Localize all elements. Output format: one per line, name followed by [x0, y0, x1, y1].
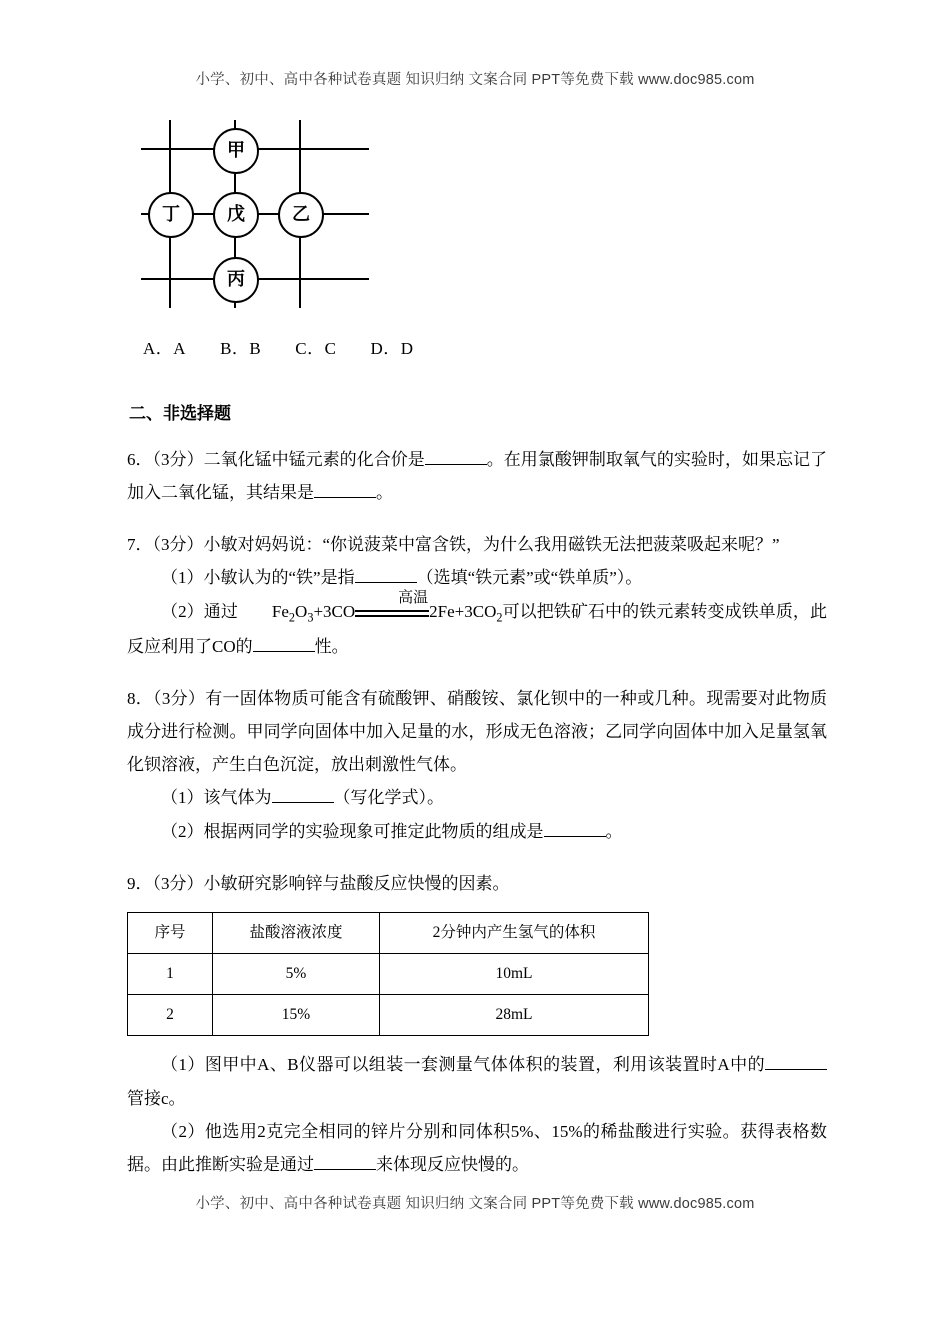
- question-8-sub1-label: （1）: [161, 788, 204, 808]
- document-content: [127, 120, 827, 1181]
- equation-condition: 高温: [398, 590, 429, 607]
- answer-blank[interactable]: [765, 1069, 827, 1070]
- question-9-sub2-label: （2）: [161, 1121, 205, 1141]
- question-7-sub1: [127, 561, 827, 594]
- question-9-sub1-b: 管接c。: [127, 1088, 186, 1108]
- question-7: [127, 528, 827, 663]
- experiment-data-table: [127, 912, 649, 1037]
- equation-sub-2: 3: [307, 609, 314, 624]
- question-8-sub2: [127, 815, 827, 848]
- question-9-stem: [127, 867, 827, 900]
- question-9-number: 9．（3分）: [127, 873, 204, 893]
- question-7-sub2-a: 通过: [203, 601, 238, 621]
- chemical-equation: [238, 590, 503, 630]
- table-cell: 5%: [213, 954, 380, 995]
- equation-reactant-fe: Fe: [271, 601, 289, 621]
- figure-node-ding: 丁: [148, 192, 194, 238]
- question-9-sub1-a: 图甲中A、B仪器可以组装一套测量气体体积的装置，利用该装置时A中的: [204, 1055, 765, 1075]
- equation-arrow: [355, 590, 429, 621]
- question-9-sub2-a: 他选用2克完全相同的锌片分别和同体积5%、15%的稀盐酸进行实验。获得表格数据。由此推断实验是通过: [127, 1121, 828, 1174]
- table-cell: 2: [128, 995, 213, 1036]
- table-cell: 15%: [213, 995, 380, 1036]
- question-6-part1: 二氧化锰中锰元素的化合价是: [203, 450, 425, 469]
- question-7-sub2-b: 可以把铁矿石中的铁元素转变成铁单质，此反应利用了CO的: [127, 601, 828, 656]
- question-9-sub1: [127, 1048, 827, 1114]
- question-6-part2: 。在用氯酸钾制取氧气的实验时，如果忘记了加入二氧化锰，其结果是: [127, 450, 828, 503]
- question-6-number: 6．（3分）: [127, 450, 204, 469]
- choice-a[interactable]: A．A: [143, 339, 187, 358]
- question-8-sub1-a: 该气体为: [203, 788, 272, 808]
- question-8-sub2-label: （2）: [161, 821, 204, 841]
- choice-b[interactable]: B．B: [220, 339, 262, 358]
- equation-bar-top: [355, 610, 429, 612]
- table-cell: 10mL: [380, 954, 649, 995]
- question-7-sub2-label: （2）: [161, 601, 204, 621]
- question-9: [127, 867, 827, 1181]
- equation-sub-3: 2: [496, 609, 503, 624]
- table-header-cell: 盐酸溶液浓度: [213, 912, 380, 953]
- answer-blank[interactable]: [272, 802, 334, 803]
- section-title: 二、非选择题: [129, 404, 231, 423]
- question-7-sub1-a: 小敏认为的“铁”是指: [203, 568, 355, 588]
- figure-node-yi: 乙: [278, 192, 324, 238]
- answer-blank[interactable]: [425, 464, 487, 465]
- figure-node-wu: 戊: [213, 192, 259, 238]
- question-9-sub2-b: 来体现反应快慢的。: [376, 1154, 529, 1174]
- table-header-row: [128, 912, 649, 953]
- equation-reactant-o: O: [295, 601, 308, 621]
- puzzle-figure: [141, 120, 371, 310]
- table-header-cell: 2分钟内产生氢气的体积: [380, 912, 649, 953]
- answer-blank[interactable]: [253, 651, 315, 652]
- equation-reactant-co: +3CO: [313, 601, 356, 621]
- question-9-sub1-label: （1）: [161, 1055, 205, 1075]
- question-7-stem: [127, 528, 827, 561]
- question-9-sub2: [127, 1115, 827, 1181]
- question-6-text: [127, 443, 827, 509]
- table-cell: 1: [128, 954, 213, 995]
- question-7-sub2: [127, 590, 828, 663]
- choice-d[interactable]: D．D: [370, 339, 414, 358]
- question-7-sub1-b: （选填“铁元素”或“铁单质”）。: [416, 568, 643, 588]
- answer-blank[interactable]: [544, 836, 606, 837]
- question-8-sub1-b: （写化学式）。: [333, 788, 444, 808]
- figure-node-jia: 甲: [213, 128, 259, 174]
- table-header-cell: 序号: [128, 912, 213, 953]
- question-6-part3: 。: [376, 483, 393, 503]
- question-8-sub1: [127, 781, 827, 814]
- question-8-sub2-b: 。: [605, 821, 623, 841]
- figure-node-bing: 丙: [213, 257, 259, 303]
- table-row: [128, 995, 649, 1036]
- watermark-top: 小学、初中、高中各种试卷真题 知识归纳 文案合同 PPT等免费下载 www.doc985.com: [195, 72, 755, 88]
- watermark-bottom: 小学、初中、高中各种试卷真题 知识归纳 文案合同 PPT等免费下载 www.doc985.com: [195, 1196, 755, 1212]
- answer-blank[interactable]: [314, 497, 376, 498]
- answer-blank[interactable]: [314, 1169, 376, 1170]
- question-9-stem-text: 小敏研究影响锌与盐酸反应快慢的因素。: [203, 873, 510, 893]
- equation-product: 2Fe+3CO: [429, 601, 497, 621]
- question-6: [127, 443, 827, 509]
- question-7-sub1-label: （1）: [161, 568, 204, 588]
- question-7-sub2-c: 性。: [314, 636, 349, 656]
- table-row: [128, 954, 649, 995]
- question-8: [127, 682, 827, 848]
- question-8-sub2-a: 根据两同学的实验现象可推定此物质的组成是: [203, 821, 544, 841]
- choice-c[interactable]: C．C: [295, 339, 337, 358]
- question-7-stem-text: 小敏对妈妈说：“你说菠菜中富含铁，为什么我用磁铁无法把菠菜吸起来呢？”: [203, 535, 780, 555]
- question-7-number: 7．（3分）: [127, 535, 204, 555]
- equation-sub-1: 2: [288, 609, 296, 624]
- equation-bar-bottom: [355, 615, 429, 617]
- question-8-number: 8．（3分）: [127, 688, 206, 708]
- question-8-stem: [127, 682, 827, 781]
- question-8-stem-text: 有一固体物质可能含有硫酸钾、硝酸铵、氯化钡中的一种或几种。现需要对此物质成分进行检测。甲同学向固体中加入足量的水，形成无色溶液；乙同学向固体中加入足量氢氧化钡溶液，产生白色沉淀，放出刺激性气体。: [127, 688, 828, 775]
- table-cell: 28mL: [380, 995, 649, 1036]
- answer-choices: [127, 334, 827, 359]
